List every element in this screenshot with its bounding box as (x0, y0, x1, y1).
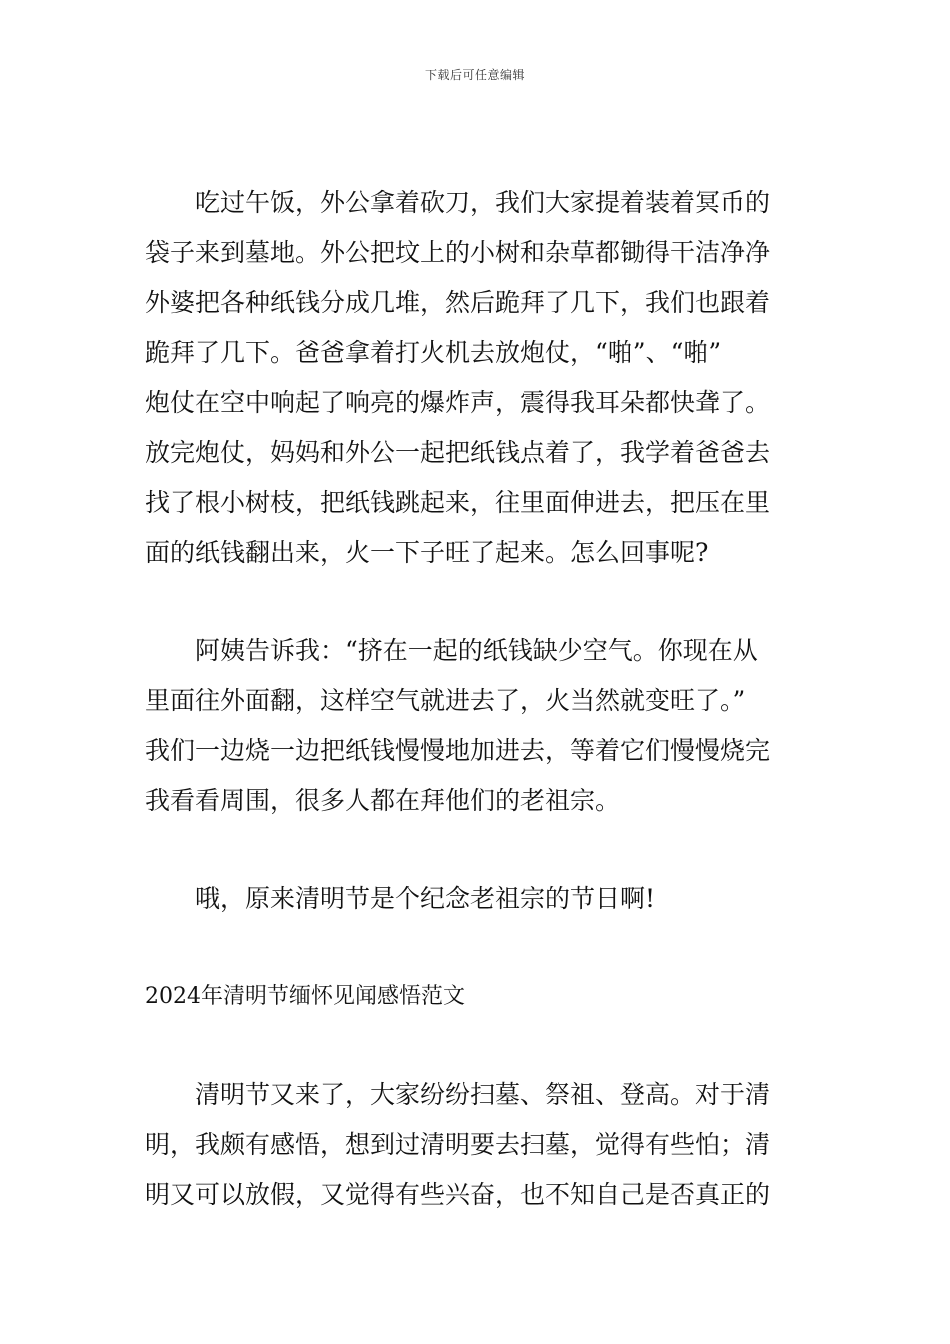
text-line: 清明节又来了，大家纷纷扫墓、祭祖、登高。对于清 (195, 1080, 771, 1109)
document-body (145, 178, 810, 1220)
paragraph-spacer (145, 924, 810, 972)
text-line: 外婆把各种纸钱分成几堆，然后跪拜了几下，我们也跟着 (145, 288, 771, 317)
text-line: 找了根小树枝，把纸钱跳起来，往里面伸进去，把压在里 (145, 488, 771, 517)
paragraph-spacer (145, 578, 810, 626)
paragraph-1 (145, 178, 810, 578)
page-header: 下载后可任意编辑 (424, 68, 525, 82)
section-title: 2024年清明节缅怀见闻感悟范文 (145, 984, 465, 1009)
text-line: 面的纸钱翻出来，火一下子旺了起来。怎么回事呢? (145, 538, 709, 567)
paragraph-3 (145, 874, 810, 924)
text-line: 炮仗在空中响起了响亮的爆炸声，震得我耳朵都快聋了。 (145, 388, 771, 417)
paragraph-4 (145, 1070, 810, 1220)
text-line: 跪拜了几下。爸爸拿着打火机去放炮仗，“啪”、“啪” (145, 338, 722, 367)
text-line: 放完炮仗，妈妈和外公一起把纸钱点着了，我学着爸爸去 (145, 438, 771, 467)
text-line: 我们一边烧一边把纸钱慢慢地加进去，等着它们慢慢烧完 (145, 736, 771, 765)
text-line: 里面往外面翻，这样空气就进去了，火当然就变旺了。” (145, 686, 746, 715)
text-line: 哦，原来清明节是个纪念老祖宗的节日啊! (195, 884, 656, 913)
paragraph-spacer (145, 1022, 810, 1070)
text-line: 我看看周围，很多人都在拜他们的老祖宗。 (145, 786, 621, 815)
text-line: 吃过午饭，外公拿着砍刀，我们大家提着装着冥币的 (195, 188, 771, 217)
text-line: 袋子来到墓地。外公把坟上的小树和杂草都锄得干洁净净 (145, 238, 771, 267)
text-line: 阿姨告诉我：“挤在一起的纸钱缺少空气。你现在从 (195, 636, 758, 665)
text-line: 明又可以放假，又觉得有些兴奋，也不知自己是否真正的 (145, 1180, 771, 1209)
text-line: 明，我颇有感悟，想到过清明要去扫墓，觉得有些怕；清 (145, 1130, 771, 1159)
paragraph-2 (145, 626, 810, 826)
paragraph-spacer (145, 826, 810, 874)
